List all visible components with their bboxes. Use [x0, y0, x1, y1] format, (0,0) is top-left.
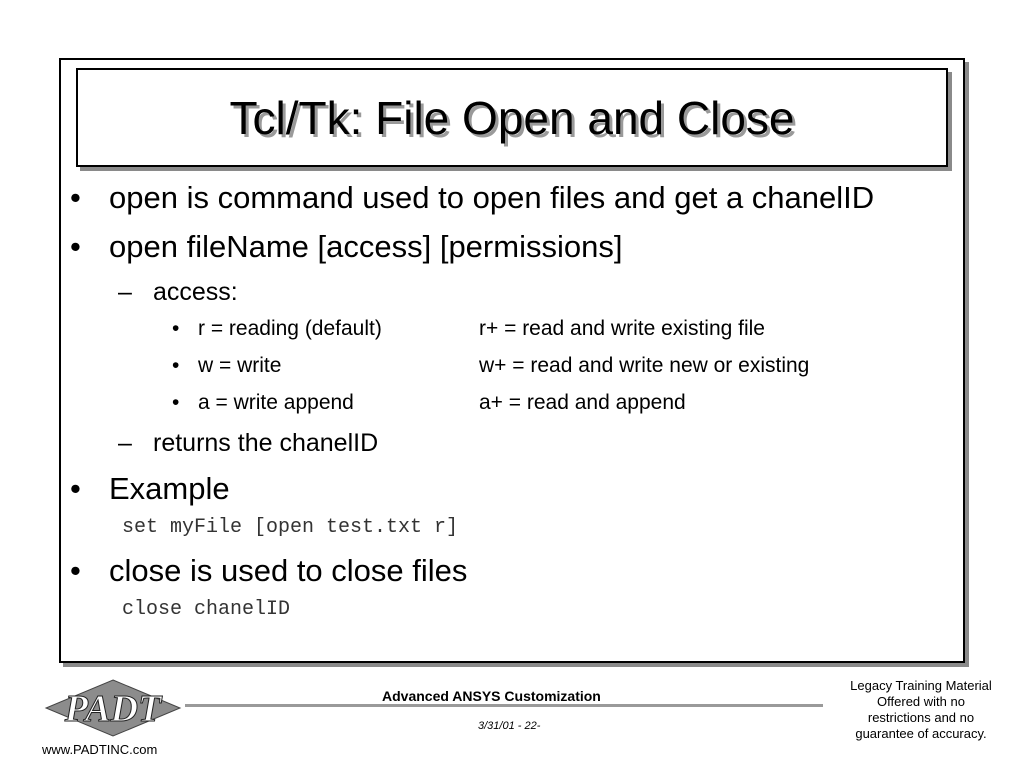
website-url: www.PADTINC.com	[42, 742, 158, 757]
bullet-marker: •	[172, 391, 180, 414]
dash-marker: –	[118, 429, 132, 457]
access-a: a = write append	[198, 391, 354, 414]
bullet-marker: •	[70, 229, 81, 264]
access-w: w = write	[198, 354, 282, 377]
bullet-example: Example	[109, 471, 230, 506]
legacy-line: restrictions and no	[867, 710, 975, 725]
sub-access: access:	[153, 278, 238, 306]
bullet-marker: •	[70, 553, 81, 588]
access-a-plus: a+ = read and append	[479, 391, 686, 414]
code-example-open: set myFile [open test.txt r]	[122, 516, 459, 539]
bullet-open-syntax: open fileName [access] [permissions]	[109, 229, 623, 264]
date-page: 3/31/01 - 22-	[478, 720, 541, 732]
legacy-line: Legacy Training Material	[850, 678, 992, 693]
access-w-plus: w+ = read and write new or existing	[479, 354, 810, 377]
bullet-marker: •	[70, 471, 81, 506]
sub-returns: returns the chanelID	[153, 429, 379, 457]
legacy-notice	[838, 678, 1004, 742]
logo-text: PADT	[64, 688, 162, 730]
padt-logo	[44, 678, 182, 738]
course-title: Advanced ANSYS Customization	[382, 688, 601, 704]
access-r: r = reading (default)	[198, 317, 382, 340]
title-box	[76, 68, 948, 167]
bullet-marker: •	[70, 180, 81, 215]
bullet-close: close is used to close files	[109, 553, 468, 588]
legacy-line: Offered with no	[877, 694, 965, 709]
bullet-marker: •	[172, 354, 180, 377]
bullet-marker: •	[172, 317, 180, 340]
slide-title: Tcl/Tk: File Open and Close	[229, 91, 795, 144]
dash-marker: –	[118, 278, 132, 306]
bullet-open-command: open is command used to open files and get a chanelID	[109, 180, 875, 215]
legacy-line: guarantee of accuracy.	[855, 726, 987, 741]
access-r-plus: r+ = read and write existing file	[479, 317, 765, 340]
footer-rule	[185, 704, 823, 707]
code-example-close: close chanelID	[122, 598, 291, 621]
